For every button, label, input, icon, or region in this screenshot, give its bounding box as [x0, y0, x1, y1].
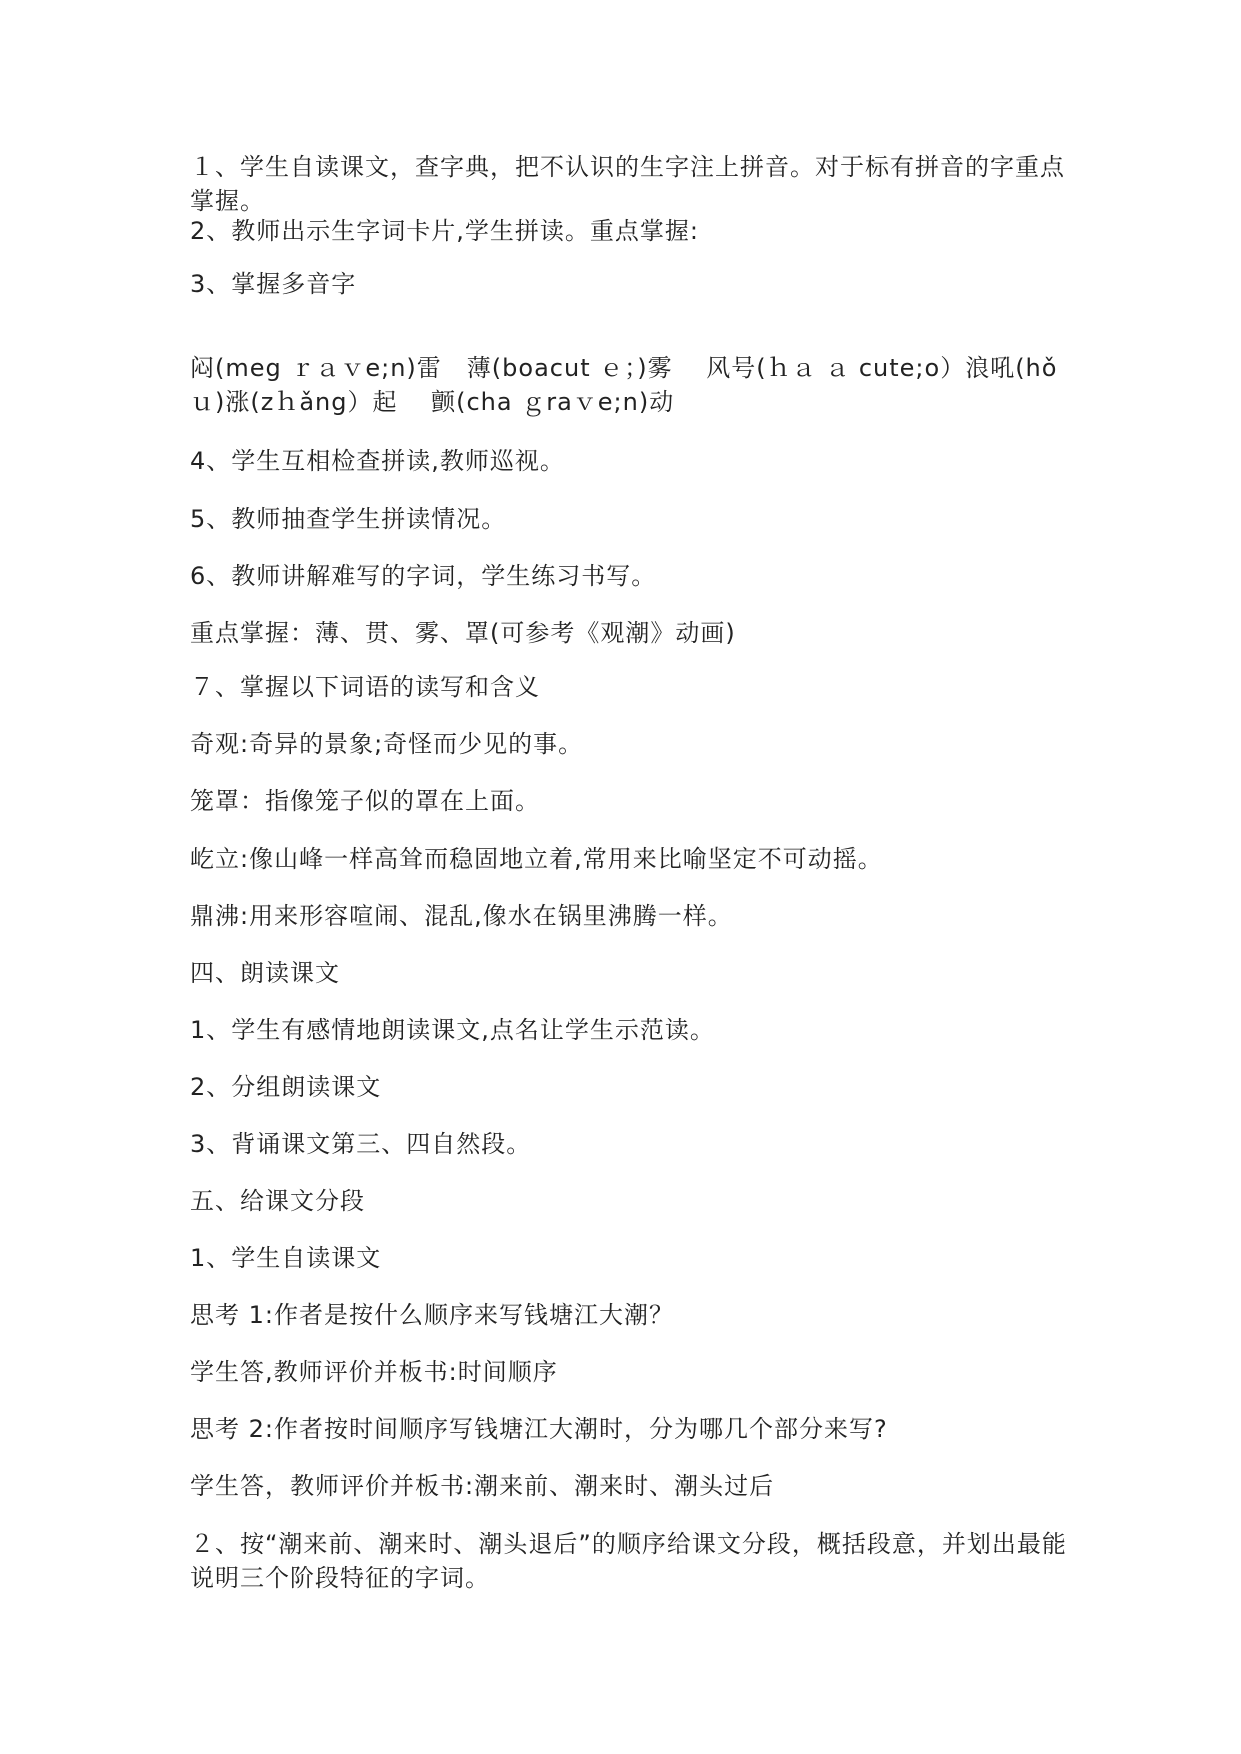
paragraph-self-read-again: 1、学生自读课文 — [190, 1244, 382, 1272]
paragraph-def-yili: 屹立:像山峰一样高耸而稳固地立着,常用来比喻坚定不可动摇。 — [190, 845, 883, 873]
paragraph-key-points: 重点掌握：薄、贯、雾、罩(可参考《观潮》动画) — [190, 619, 736, 647]
paragraph-step-6-explain: 6、教师讲解难写的字词，学生练习书写。 — [190, 562, 657, 590]
heading-section-five: 五、给课文分段 — [190, 1187, 365, 1215]
paragraph-pinyin-list: 闷(meg ｒａｖe;n)雷 薄(boacut ｅ；)雾 风号(ｈａ ａ cute;o）浪吼(hǒｕ)涨(zｈǎng）起 颤(cha ｇraｖe;n)动 — [190, 354, 1058, 416]
paragraph-step-7-vocabulary: ７、掌握以下词语的读写和含义 — [190, 673, 540, 701]
heading-section-four: 四、朗读课文 — [190, 959, 340, 987]
paragraph-answer-2: 学生答，教师评价并板书:潮来前、潮来时、潮头过后 — [190, 1472, 775, 1500]
paragraph-def-longzhao: 笼罩：指像笼子似的罩在上面。 — [190, 787, 540, 815]
paragraph-step-5-spot-check: 5、教师抽查学生拼读情况。 — [190, 505, 507, 533]
paragraph-answer-1: 学生答,教师评价并板书:时间顺序 — [190, 1358, 558, 1386]
paragraph-group-read: 2、分组朗读课文 — [190, 1073, 382, 1101]
paragraph-step-2-word-cards: 2、教师出示生字词卡片,学生拼读。重点掌握: — [190, 217, 699, 245]
paragraph-step-3-polyphonic: 3、掌握多音字 — [190, 270, 357, 298]
paragraph-step-1-self-read: １、学生自读课文，查字典，把不认识的生字注上拼音。对于标有拼音的字重点掌握。 — [190, 153, 1065, 215]
paragraph-question-2: 思考 2:作者按时间顺序写钱塘江大潮时，分为哪几个部分来写? — [190, 1415, 888, 1443]
paragraph-step-2-segment: ２、按“潮来前、潮来时、潮头退后”的顺序给课文分段，概括段意，并划出最能说明三个阶段特征的字词。 — [190, 1530, 1067, 1592]
paragraph-recite: 3、背诵课文第三、四自然段。 — [190, 1130, 532, 1158]
paragraph-question-1: 思考 1:作者是按什么顺序来写钱塘江大潮？ — [190, 1301, 674, 1329]
paragraph-def-dingfei: 鼎沸:用来形容喧闹、混乱,像水在锅里沸腾一样。 — [190, 902, 733, 930]
paragraph-def-qiguan: 奇观:奇异的景象;奇怪而少见的事。 — [190, 730, 584, 758]
paragraph-read-aloud: 1、学生有感情地朗读课文,点名让学生示范读。 — [190, 1016, 715, 1044]
paragraph-step-4-check: 4、学生互相检查拼读,教师巡视。 — [190, 447, 565, 475]
